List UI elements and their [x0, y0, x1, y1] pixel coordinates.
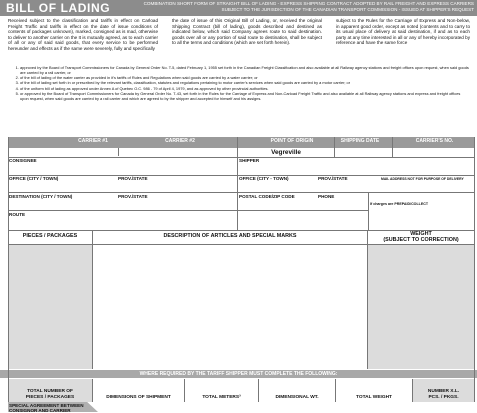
description-header: DESCRIPTION OF ARTICLES AND SPECIAL MARKS [163, 233, 297, 239]
number-xl-label-1: NUMBER X.L. [427, 389, 460, 394]
special-agreement-line-1: SPECIAL AGREEMENT BETWEEN [9, 403, 84, 408]
conditions-list [8, 66, 470, 102]
weight-subheader: (SUBJECT TO CORRECTION) [383, 237, 459, 243]
shipping-date-label: SHIPPING DATE [340, 138, 380, 144]
total-weight-label: TOTAL WEIGHT [356, 395, 392, 400]
frame-right [474, 137, 475, 402]
phone-label: PHONE [318, 194, 335, 199]
terms-column-1: Received subject to the classification and tariffs in effect on Carload Freight Traffic and tariffs in effect on the date of issue conditions of contents of packages unknown), marked, consigned as is mad, otherwise to deliver to another carrier on the It is mutually agreed, as to each carrier of all or any of said said goods, that every service to be performed hereunder and effects as if the same were severely, fully and specifically [8, 18, 158, 51]
postal-phone-field[interactable] [238, 200, 374, 209]
carrier2-label: CARRIER #2 [165, 138, 195, 144]
carrier1-label: CARRIER #1 [78, 138, 108, 144]
origin-value-field[interactable]: Vegreville [271, 149, 301, 156]
special-agreement-line-2: CONSIGNOR AND CARRIER [9, 408, 71, 413]
dimensional-wt-label: DIMENSIONAL WT. [275, 395, 319, 400]
terms-column-3: subject to the Rules for the Carriage of Express and Non-below, in apparent good order, except as noted (contents and to carry to its usual place of delivery at said destination, if and as to each party at any time interested in all or any of hereby incorporated by reference and have the same force [336, 18, 470, 46]
divider [334, 137, 335, 157]
weight-column[interactable] [368, 245, 474, 369]
shipper-field[interactable] [238, 164, 474, 174]
prov-state-right-label: PROV./STATE [318, 176, 348, 181]
divider [237, 137, 238, 157]
mail-address-note: MAIL ADDRESS NOT FOR PURPOSE OF DELIVERY [381, 177, 464, 181]
document-title: BILL OF LADING [6, 1, 111, 15]
consignee-field[interactable] [8, 164, 236, 174]
divider [118, 148, 119, 156]
total-meters-label: TOTAL METERS³ [202, 395, 241, 400]
shipper-complete-text: WHERE REQUIRED BY THE TARIFF SHIPPER MUST COMPLETE THE FOLLOWING: [139, 371, 338, 377]
postal-code-label: POSTAL CODE/ZIP CODE [239, 194, 295, 199]
terms-column-2: the date of issue of this Original Bill of Lading, or, received the original Shipping Contract (bill of lading), goods described and destined as indicated below, which said Company agrees route to said destination. goods over all or any portion of said route to destination, shall be subject to all the terms and conditions (which are set forth herein). [172, 18, 322, 46]
divider [8, 210, 368, 211]
office-field[interactable] [8, 182, 236, 191]
condition-item: 5. or approved by the Board of Transport Commissioners for Canada by General Order No. T-43, set forth in the Rules for the Carriage of Express and Non-Carload Freight Traffic and also available at all Railway agency stations and express and freight offices upon request, when said goods are carried by a rail carrier and which are agreed to by the shipper and accepted for himself and his assigns. [20, 92, 470, 102]
description-column[interactable] [93, 245, 367, 369]
shipper-label: SHIPPER [239, 158, 260, 163]
pieces-header: PIECES / PACKAGES [22, 233, 78, 239]
office-right-field[interactable] [238, 182, 474, 191]
total-pieces-label-1: TOTAL NUMBER OF [27, 389, 73, 394]
prepaid-note: If charges are PREPAID/COLLECT [370, 202, 429, 206]
prov-state-label: PROV./STATE [118, 176, 148, 181]
condition-item: 4. of the uniform bill of lading as approved under Annex A of Quebec O.C. 986 - 79 of April 4, 1979, and as approved by other provincial authorities. [20, 87, 470, 92]
weight-header: WEIGHT [410, 231, 432, 237]
route-label: ROUTE [9, 212, 26, 217]
condition-item: 2. of the bill of lading of the water carrier as provided in it's tariffs of Rules and Regulations when said goods are carried by a water carrier; or [20, 76, 470, 81]
office-right-label: OFFICE (CITY - TOWN) [239, 176, 289, 181]
office-label: OFFICE (CITY / TOWN) [9, 176, 59, 181]
frame-left [8, 137, 9, 402]
document-subtitle: COMBINATION SHORT FORM OF STRAIGHT BILL OF LADING - EXPRESS SHIPPING CONTRACT ADOPTED BY RAIL FREIGHT AND EXPRESS CARRIERS SUBJECT TO THE JURISDICTION OF THE CANADIAN TRANSPORT COMMISSION - ISSUED AT SHIPPER'S REQUEST [143, 1, 474, 12]
condition-item: 1. approved by the Board of Transport Commissioners for Canada by General Order No. T-5, dated February 1, 1955 set forth in the Canadian Freight Classification and also available at all Railway agency stations and freight offices upon request, when said goods are carried by a rail carrier, or [20, 66, 470, 76]
route-field[interactable] [8, 218, 366, 229]
consignee-label: CONSIGNEE [9, 158, 37, 163]
destination-field[interactable] [8, 200, 236, 209]
divider [367, 230, 368, 369]
total-pieces-label-2: PIECES / PACKAGES [25, 395, 75, 400]
prov-state-dest-label: PROV./STATE [118, 194, 148, 199]
condition-item: 3. of the bill of lading set forth in or prescribed by the relevant tariffs, classification, statutes and regulations pertaining to motor carrier's services when said goods are carried by a motor carrier; or [20, 81, 470, 86]
divider [392, 137, 393, 157]
number-xl-label-2: PCS. / PKGS. [428, 395, 459, 400]
divider [92, 230, 93, 369]
destination-label: DESTINATION (CITY / TOWN) [9, 194, 73, 199]
divider [368, 193, 369, 230]
divider [8, 192, 474, 193]
pieces-column[interactable] [8, 245, 92, 369]
dimensions-label: DIMENSIONS OF SHIPMENT [106, 395, 171, 400]
carriers-no-label: CARRIER'S NO. [415, 138, 454, 144]
point-of-origin-label: POINT OF ORIGIN [270, 138, 314, 144]
